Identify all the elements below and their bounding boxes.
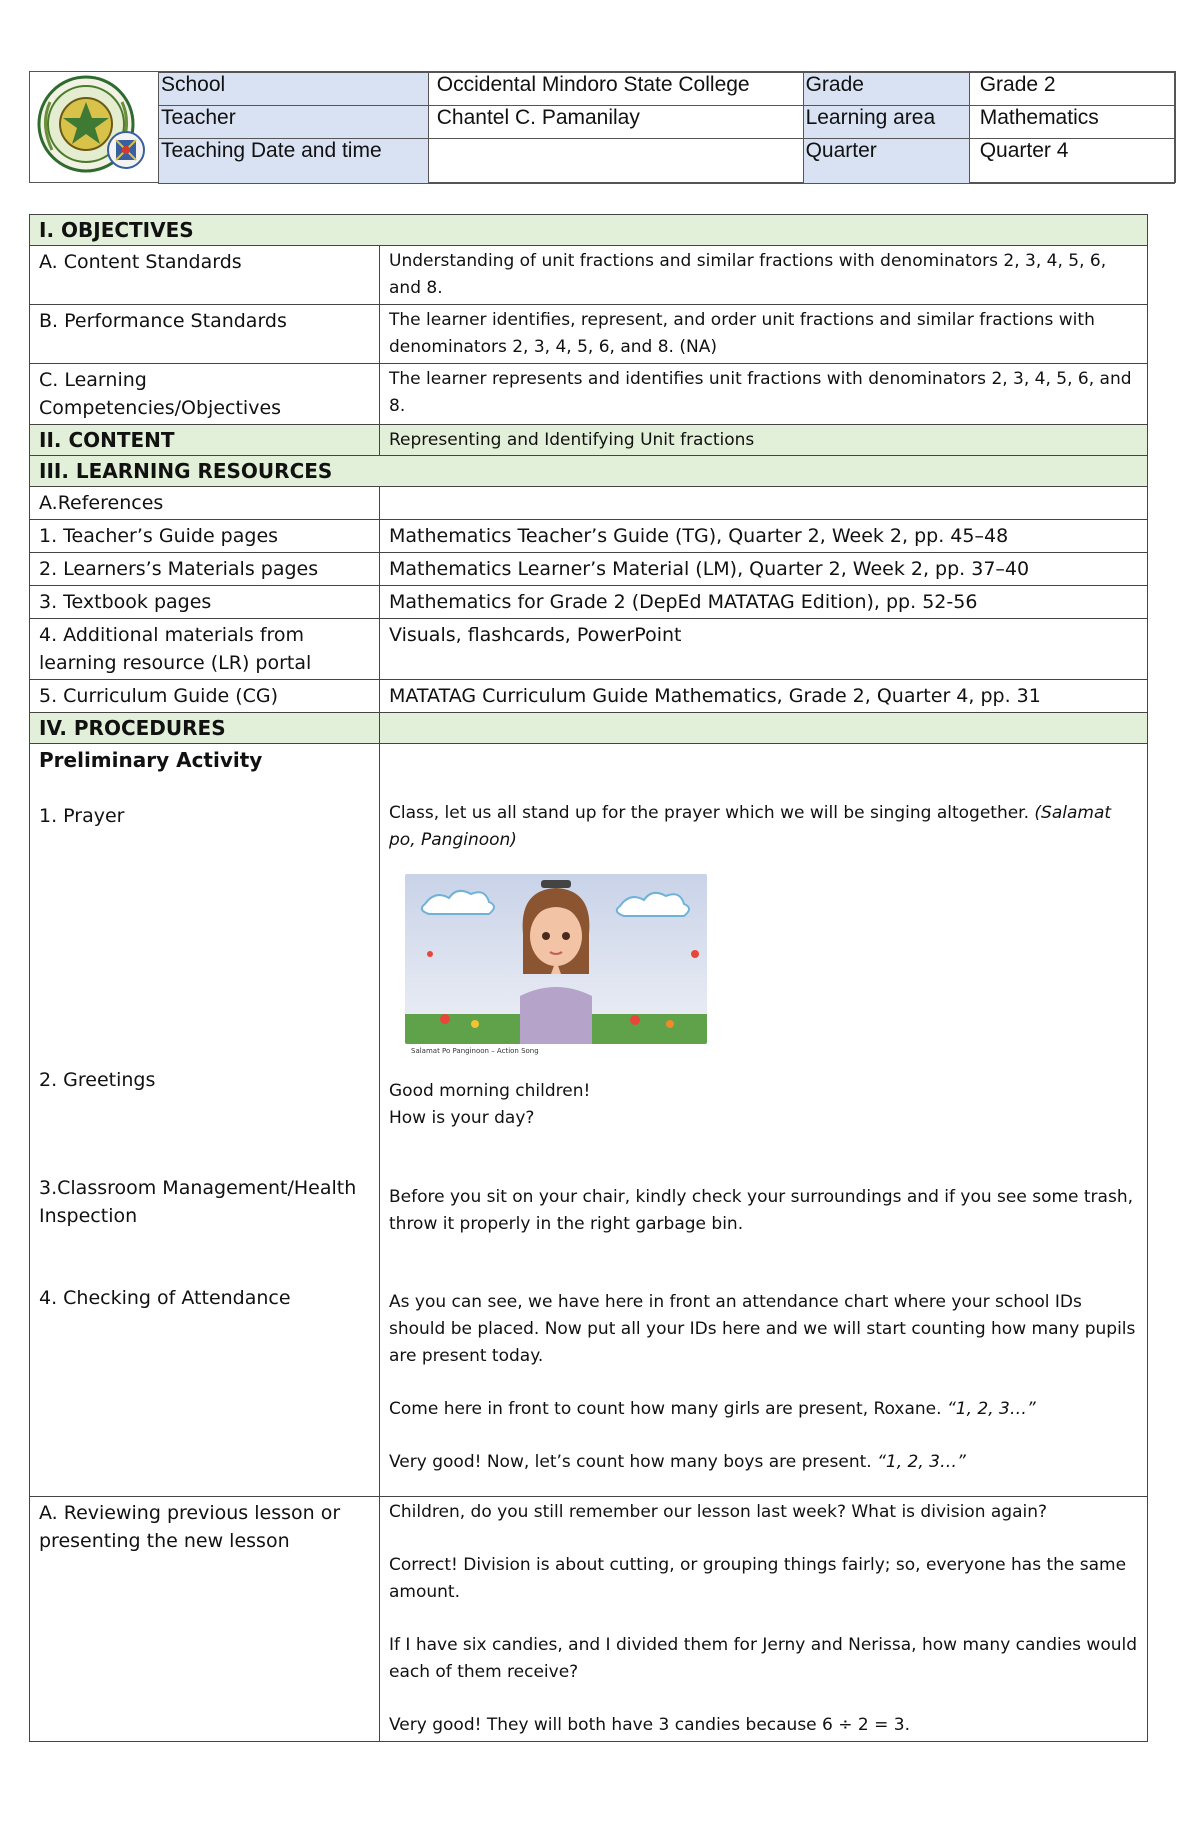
table-row xyxy=(30,364,1148,425)
prayer-song-video-thumbnail xyxy=(405,874,707,1044)
learning-area-value: Mathematics xyxy=(969,106,1174,139)
grade-label: Grade xyxy=(803,73,969,106)
table-row xyxy=(30,553,1148,586)
curriculum-guide-value: MATATAG Curriculum Guide Mathematics, Grade 2, Quarter 4, pp. 31 xyxy=(380,680,1148,713)
learning-competencies-label: C. Learning Competencies/Objectives xyxy=(30,364,380,425)
learning-competencies-value: The learner represents and identifies unit fractions with denominators 2, 3, 4, 5, 6, and 8. xyxy=(380,364,1148,425)
content-value: Representing and Identifying Unit fractions xyxy=(380,425,1148,456)
procedures-heading-blank xyxy=(380,713,1148,744)
attendance-paragraph-2 xyxy=(389,1396,1138,1423)
learning-resources-heading: III. LEARNING RESOURCES xyxy=(30,456,1148,487)
preliminary-activity-label: Preliminary Activity xyxy=(39,748,263,772)
section-objectives xyxy=(30,215,1148,246)
prayer-label: 1. Prayer xyxy=(39,805,125,827)
header-info-table xyxy=(158,72,1175,184)
attendance-label: 4. Checking of Attendance xyxy=(39,1287,291,1309)
prayer-song-title: (Salamat po, Panginoon) xyxy=(389,803,1112,850)
textbook-value: Mathematics for Grade 2 (DepEd MATATAG Edition), pp. 52-56 xyxy=(380,586,1148,619)
additional-materials-value: Visuals, flashcards, PowerPoint xyxy=(380,619,1148,680)
learners-materials-label: 2. Learners’s Materials pages xyxy=(30,553,380,586)
greetings-label: 2. Greetings xyxy=(39,1069,156,1091)
table-row xyxy=(30,744,1148,1497)
teachers-guide-label: 1. Teacher’s Guide pages xyxy=(30,520,380,553)
review-paragraph-3: If I have six candies, and I divided them for Jerny and Nerissa, how many candies would each of them receive? xyxy=(389,1635,1138,1682)
learners-materials-value: Mathematics Learner’s Material (LM), Quarter 2, Week 2, pp. 37–40 xyxy=(380,553,1148,586)
content-standards-label: A. Content Standards xyxy=(30,246,380,305)
attendance-girls-count: “1, 2, 3…” xyxy=(946,1399,1036,1419)
textbook-label: 3. Textbook pages xyxy=(30,586,380,619)
teachers-guide-value: Mathematics Teacher’s Guide (TG), Quarter 2, Week 2, pp. 45–48 xyxy=(380,520,1148,553)
table-row xyxy=(30,305,1148,364)
section-content xyxy=(30,425,1148,456)
table-row xyxy=(30,586,1148,619)
attendance-paragraph-1: As you can see, we have here in front an attendance chart where your school IDs should be placed. Now put all your IDs here and we will start counting how many pupils are present today. xyxy=(389,1292,1136,1366)
performance-standards-label: B. Performance Standards xyxy=(30,305,380,364)
review-content xyxy=(380,1497,1148,1742)
curriculum-guide-label: 5. Curriculum Guide (CG) xyxy=(30,680,380,713)
objectives-heading: I. OBJECTIVES xyxy=(30,215,1148,246)
greetings-line-1: Good morning children! xyxy=(389,1081,591,1101)
teaching-date-label: Teaching Date and time xyxy=(159,139,429,184)
attendance-paragraph-3 xyxy=(389,1449,1138,1476)
table-row xyxy=(30,520,1148,553)
prayer-text: Class, let us all stand up for the prayer which we will be singing altogether. xyxy=(389,803,1030,823)
college-seal-logo xyxy=(30,72,158,182)
review-paragraph-4: Very good! They will both have 3 candies because 6 ÷ 2 = 3. xyxy=(389,1715,910,1735)
preliminary-activity-cell xyxy=(30,744,380,1497)
greetings-line-2: How is your day? xyxy=(389,1108,535,1128)
table-row xyxy=(30,487,1148,520)
review-paragraph-2: Correct! Division is about cutting, or grouping things fairly; so, everyone has the same amount. xyxy=(389,1555,1127,1602)
attendance-girls-text: Come here in front to count how many girls are present, Roxane. xyxy=(389,1399,942,1419)
attendance-boys-count: “1, 2, 3…” xyxy=(877,1452,966,1472)
classroom-management-label: 3.Classroom Management/Health Inspection xyxy=(39,1177,357,1227)
teacher-label: Teacher xyxy=(159,106,429,139)
preliminary-activity-content xyxy=(380,744,1148,1497)
procedures-heading: IV. PROCEDURES xyxy=(30,713,380,744)
classroom-management-text: Before you sit on your chair, kindly check your surroundings and if you see some trash, throw it properly in the right garbage bin. xyxy=(389,1187,1133,1234)
quarter-label: Quarter xyxy=(803,139,969,184)
performance-standards-value: The learner identifies, represent, and order unit fractions and similar fractions with denominators 2, 3, 4, 5, 6, and 8. (NA) xyxy=(380,305,1148,364)
prayer-video-caption: Salamat Po Panginoon – Action Song xyxy=(411,1047,539,1055)
prayer-instruction xyxy=(389,800,1138,854)
learning-area-label: Learning area xyxy=(803,106,969,139)
table-row xyxy=(30,680,1148,713)
references-label: A.References xyxy=(30,487,380,520)
content-standards-value: Understanding of unit fractions and similar fractions with denominators 2, 3, 4, 5, 6, and 8. xyxy=(380,246,1148,305)
table-row xyxy=(30,246,1148,305)
school-value: Occidental Mindoro State College xyxy=(428,73,803,106)
school-label: School xyxy=(159,73,429,106)
additional-materials-label: 4. Additional materials from learning resource (LR) portal xyxy=(30,619,380,680)
teacher-value: Chantel C. Pamanilay xyxy=(428,106,803,139)
table-row xyxy=(30,1497,1148,1742)
grade-value: Grade 2 xyxy=(969,73,1174,106)
lesson-plan-table xyxy=(29,214,1148,1742)
review-label: A. Reviewing previous lesson or presenting the new lesson xyxy=(30,1497,380,1742)
content-heading: II. CONTENT xyxy=(30,425,380,456)
teaching-date-value xyxy=(428,139,803,184)
school-header xyxy=(29,71,1176,183)
attendance-boys-text: Very good! Now, let’s count how many boys are present. xyxy=(389,1452,872,1472)
references-value xyxy=(380,487,1148,520)
review-paragraph-1: Children, do you still remember our lesson last week? What is division again? xyxy=(389,1502,1048,1522)
section-procedures xyxy=(30,713,1148,744)
section-learning-resources xyxy=(30,456,1148,487)
table-row xyxy=(30,619,1148,680)
quarter-value: Quarter 4 xyxy=(969,139,1174,184)
